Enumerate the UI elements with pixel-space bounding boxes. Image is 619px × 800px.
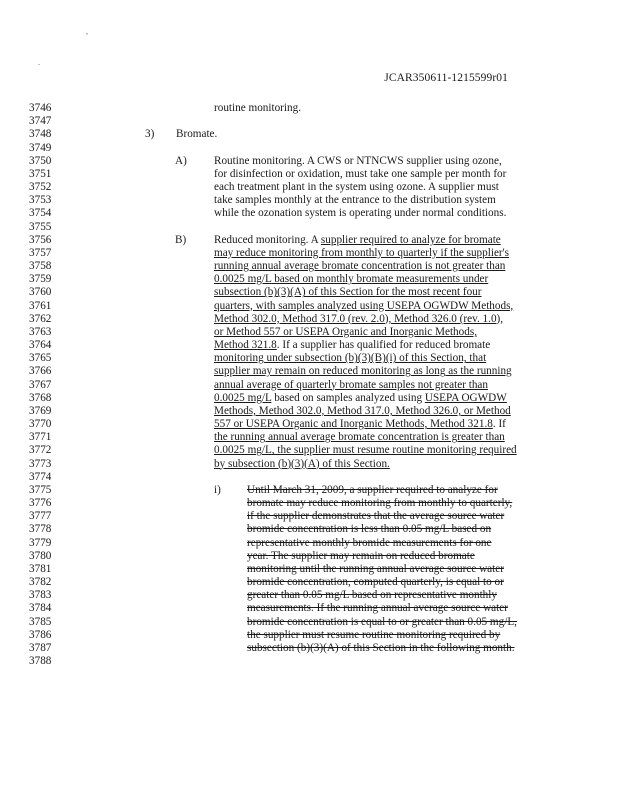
- document-line: [0, 655, 619, 668]
- line-text: [214, 379, 488, 392]
- document-line: [0, 194, 619, 207]
- item-marker: B): [175, 233, 187, 246]
- line-number: 3765: [29, 352, 52, 365]
- inserted-text: subsection (b)(3)(A) of this Section: [214, 286, 376, 299]
- line-number: 3782: [29, 576, 52, 589]
- inserted-text: 557 or USEPA Organic and Inorganic Methods, Method 321.8: [214, 418, 493, 431]
- document-line: [0, 181, 619, 194]
- inserted-text: 0.0025 mg/L: [214, 391, 272, 404]
- deleted-text: bromate may reduce monitoring from monthly to quarterly,: [247, 497, 513, 510]
- line-text: [247, 523, 491, 536]
- line-text: [247, 629, 500, 642]
- document-line: [0, 431, 619, 444]
- text-run: . If a supplier has qualified for reduced bromate: [276, 339, 491, 352]
- document-line: [0, 550, 619, 563]
- line-text: [214, 313, 503, 326]
- document-line: [0, 352, 619, 365]
- deleted-text: subsection (b)(3)(A) of this Section in the following month.: [247, 641, 515, 654]
- line-number: 3767: [29, 378, 52, 391]
- document-line: [0, 300, 619, 313]
- text-run: Routine monitoring. A CWS or NTNCWS supplier using ozone,: [214, 154, 502, 167]
- line-number: 3788: [29, 655, 52, 668]
- deleted-text: bromide concentration is less than 0.05 mg/L based on: [247, 523, 492, 536]
- document-line: [0, 458, 619, 471]
- document-line: [0, 247, 619, 260]
- line-number: 3784: [29, 602, 52, 615]
- inserted-text: Methods, Method 302.0, Method 317.0, Method 326.0, or Method: [214, 404, 511, 417]
- inserted-text: 0.0025 mg/L, the supplier must resume routine monitoring required: [214, 444, 517, 457]
- line-text: [214, 102, 301, 115]
- scan-speck: .: [38, 58, 40, 67]
- document-line: [0, 510, 619, 523]
- text-run: Bromate.: [176, 128, 218, 141]
- line-number: 3758: [29, 260, 52, 273]
- line-text: [214, 300, 513, 313]
- document-line: [0, 286, 619, 299]
- line-text: [214, 181, 499, 194]
- text-run: while the ozonation system is operating under normal conditions.: [214, 207, 507, 220]
- deleted-text: greater than 0.05 mg/L based on representative monthly: [247, 589, 497, 602]
- line-number: 3787: [29, 641, 52, 654]
- inserted-text: running annual average bromate concentration is not greater than: [214, 260, 506, 273]
- line-number: 3780: [29, 549, 52, 562]
- line-text: [214, 365, 512, 378]
- line-text: [214, 234, 501, 247]
- document-line: [0, 418, 619, 431]
- line-text: [247, 550, 475, 563]
- inserted-text: annual average of quarterly bromate samples not greater than: [214, 378, 488, 391]
- inserted-text: based on monthly bromate measurements under: [271, 273, 489, 286]
- line-text: [247, 484, 498, 497]
- line-text: [214, 286, 482, 299]
- document-line: [0, 484, 619, 497]
- line-text: [214, 194, 496, 207]
- line-text: [214, 207, 506, 220]
- line-number: 3772: [29, 444, 52, 457]
- line-text: [247, 576, 504, 589]
- inserted-text: the running annual average bromate concentration is greater than: [214, 431, 505, 444]
- line-text: [214, 431, 505, 444]
- line-number: 3773: [29, 457, 52, 470]
- line-number: 3775: [29, 483, 52, 496]
- inserted-text: USEPA OGWDW: [424, 391, 507, 404]
- line-number: 3777: [29, 510, 52, 523]
- line-number: 3776: [29, 497, 52, 510]
- scan-speck: ,: [86, 27, 88, 36]
- line-number: 3769: [29, 404, 52, 417]
- line-number: 3760: [29, 286, 52, 299]
- document-line: [0, 326, 619, 339]
- document-line: [0, 629, 619, 642]
- deleted-text: bromide concentration is equal to or greater than 0.05 mg/L,: [247, 615, 517, 628]
- document-line: [0, 444, 619, 457]
- line-number: 3770: [29, 418, 52, 431]
- inserted-text: may reduce monitoring from monthly to quarterly if the supplier's: [214, 246, 509, 259]
- text-run: routine monitoring.: [214, 102, 302, 114]
- document-line: [0, 339, 619, 352]
- document-line: [0, 563, 619, 576]
- line-number: 3751: [29, 167, 52, 180]
- line-text: [247, 616, 517, 629]
- line-number: 3786: [29, 628, 52, 641]
- line-number: 3749: [29, 141, 52, 154]
- document-line: [0, 313, 619, 326]
- document-line: [0, 392, 619, 405]
- document-line: [0, 497, 619, 510]
- deleted-text: Until March 31, 2009, a supplier required to analyze for: [247, 483, 498, 496]
- line-text: [214, 339, 490, 352]
- line-number: 3764: [29, 339, 52, 352]
- deleted-text: measurements. If the running annual average source water: [247, 602, 508, 615]
- document-line: [0, 642, 619, 655]
- document-code-header: JCAR350611-1215599r01: [384, 72, 508, 84]
- line-number: 3746: [29, 102, 52, 114]
- line-number: 3768: [29, 391, 52, 404]
- text-run: for disinfection or oxidation, must take one sample per month for: [214, 167, 507, 180]
- deleted-text: if the supplier demonstrates that the average source water: [247, 510, 505, 523]
- line-text: [247, 589, 497, 602]
- line-number: 3748: [29, 128, 52, 141]
- line-number: 3783: [29, 589, 52, 602]
- document-line: [0, 405, 619, 418]
- line-number: 3763: [29, 325, 52, 338]
- line-number: 3766: [29, 365, 52, 378]
- deleted-text: the supplier must resume routine monitoring required by: [247, 628, 501, 641]
- line-number: 3785: [29, 615, 52, 628]
- line-number: 3752: [29, 181, 52, 194]
- line-number: 3762: [29, 312, 52, 325]
- document-line: [0, 128, 619, 141]
- line-text: [214, 405, 511, 418]
- inserted-text: or Method 557 or USEPA Organic and Inorganic Methods,: [214, 325, 477, 338]
- document-line: [0, 155, 619, 168]
- line-text: [214, 168, 506, 181]
- document-line: [0, 537, 619, 550]
- document-line: [0, 365, 619, 378]
- line-number: 3761: [29, 299, 52, 312]
- line-number: 3756: [29, 233, 52, 246]
- inserted-text: Method 321.8: [214, 339, 277, 352]
- inserted-text: monitoring under subsection (b)(3)(B)(i) of this Section, that: [214, 352, 487, 365]
- line-text: [247, 497, 512, 510]
- document-line: [0, 221, 619, 234]
- inserted-text: for the most recent four: [375, 286, 482, 299]
- line-text: [214, 444, 517, 457]
- line-text: [247, 642, 515, 655]
- line-number: 3753: [29, 194, 52, 207]
- line-number: 3757: [29, 246, 52, 259]
- line-number: 3755: [29, 220, 52, 233]
- line-text: [247, 602, 508, 615]
- line-number: 3779: [29, 536, 52, 549]
- line-text: [214, 247, 509, 260]
- line-text: [176, 128, 217, 141]
- line-number: 3750: [29, 154, 52, 167]
- inserted-text: supplier required to analyze for bromate: [320, 233, 501, 246]
- document-line: [0, 589, 619, 602]
- item-marker: A): [175, 154, 187, 167]
- line-text: [214, 273, 488, 286]
- deleted-text: representative monthly bromide measurements for one: [247, 536, 492, 549]
- line-text: [247, 537, 492, 550]
- line-text: [247, 510, 504, 523]
- document-line: [0, 471, 619, 484]
- line-text: [247, 563, 504, 576]
- inserted-text: quarters, with samples analyzed using USEPA OGWDW Methods,: [214, 299, 514, 312]
- document-line: [0, 102, 619, 115]
- item-marker: i): [214, 483, 221, 496]
- line-text: [214, 155, 502, 168]
- line-text: [214, 392, 507, 405]
- line-text: [214, 418, 506, 431]
- line-number: 3754: [29, 207, 52, 220]
- line-number: 3771: [29, 431, 52, 444]
- document-line: [0, 379, 619, 392]
- text-run: each treatment plant in the system using ozone. A supplier must: [214, 181, 499, 194]
- deleted-text: year. The supplier may remain on reduced bromate: [247, 549, 475, 562]
- line-number: 3778: [29, 523, 52, 536]
- document-line: [0, 602, 619, 615]
- inserted-text: supplier may remain on reduced monitoring as long as the running: [214, 365, 512, 378]
- line-text: [214, 260, 505, 273]
- text-run: take samples monthly at the entrance to the distribution system: [214, 194, 496, 207]
- document-line: [0, 273, 619, 286]
- document-line: [0, 234, 619, 247]
- deleted-text: monitoring until the running annual average source water: [247, 562, 504, 575]
- line-number: 3774: [29, 470, 52, 483]
- line-number: 3781: [29, 562, 52, 575]
- document-line: [0, 168, 619, 181]
- inserted-text: Method 302.0, Method 317.0 (rev. 2.0), Method 326.0 (rev. 1.0),: [214, 312, 504, 325]
- document-line: [0, 576, 619, 589]
- inserted-text: by subsection (b)(3)(A) of this Section.: [214, 457, 390, 470]
- document-line: [0, 142, 619, 155]
- line-text: [214, 458, 390, 471]
- line-text: [214, 352, 486, 365]
- document-line: [0, 115, 619, 128]
- document-line: [0, 260, 619, 273]
- document-line: [0, 207, 619, 220]
- document-line: [0, 616, 619, 629]
- deleted-text: bromide concentration, computed quarterly, is equal to or: [247, 576, 504, 589]
- line-text: [214, 326, 477, 339]
- document-line: [0, 523, 619, 536]
- inserted-text: 0.0025 mg/L: [214, 273, 272, 286]
- text-run: . If: [492, 418, 506, 431]
- line-number: 3747: [29, 115, 52, 128]
- line-number: 3759: [29, 273, 52, 286]
- text-run: based on samples analyzed using: [271, 391, 425, 404]
- item-marker: 3): [145, 128, 155, 141]
- text-run: Reduced monitoring. A: [214, 233, 321, 246]
